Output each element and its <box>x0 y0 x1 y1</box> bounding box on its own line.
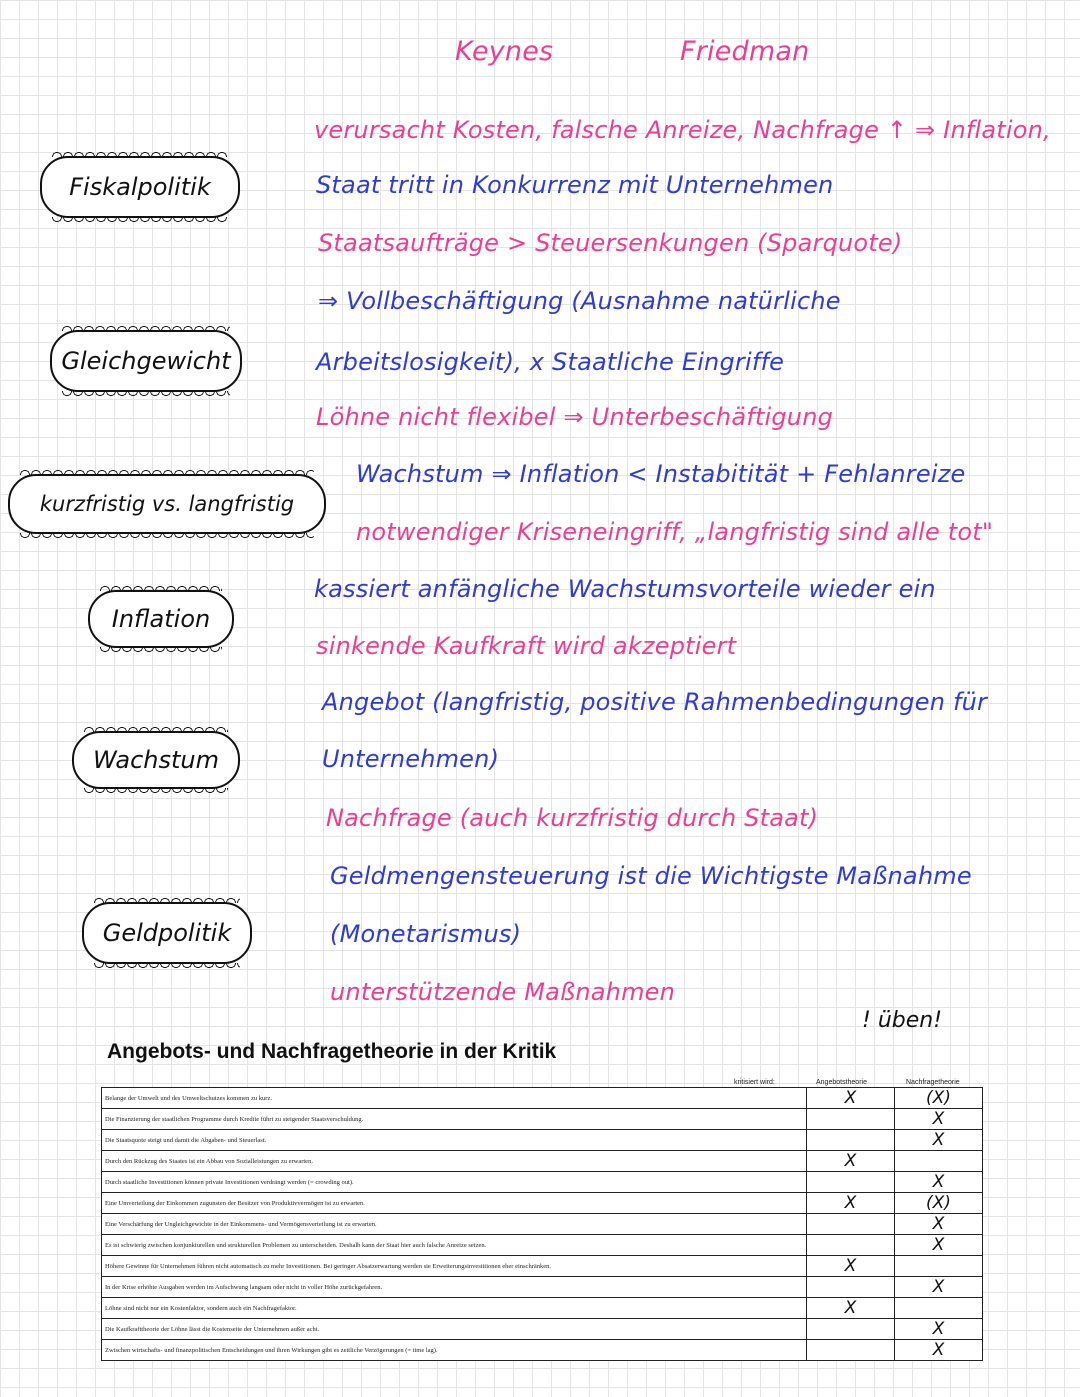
col-nachfrage: Nachfragetheorie <box>906 1079 960 1086</box>
angebot-mark <box>807 1130 895 1151</box>
table-row <box>102 1235 983 1256</box>
line-8: notwendiger Kriseneingriff, „langfristig sind alle tot" <box>356 518 994 546</box>
table-row <box>102 1130 983 1151</box>
topic-geldpolitik: Geldpolitik <box>82 902 252 964</box>
topic-gleichgewicht: Gleichgewicht <box>50 330 242 392</box>
line-7: Wachstum ⇒ Inflation < Instabitität + Fehlanreize <box>356 460 966 488</box>
table-row <box>102 1256 983 1277</box>
nachfrage-mark: X <box>894 1277 982 1298</box>
statement-cell: Löhne sind nicht nur ein Kostenfaktor, sondern auch ein Nachfragefaktor. <box>102 1298 807 1319</box>
line-4: ⇒ Vollbeschäftigung (Ausnahme natürliche <box>318 287 841 315</box>
statement-cell: In der Krise erhöhte Ausgaben werden im Aufschwung langsam oder nicht in voller Höhe zurückgefahren. <box>102 1277 807 1298</box>
statement-cell: Zwischen wirtschafts- und finanzpolitischen Entscheidungen und ihren Wirkungen gibt es zeitliche Verzögerungen (= time lag). <box>102 1340 807 1361</box>
table-row <box>102 1088 983 1109</box>
statement-cell: Höhere Gewinne für Unternehmen führen nicht automatisch zu mehr Investitionen. Bei geringer Absatzerwartung werden sie Erweiterungsinvestitionen eher einschränken. <box>102 1256 807 1277</box>
angebot-mark: X <box>807 1088 895 1109</box>
nachfrage-mark: X <box>894 1109 982 1130</box>
nachfrage-mark: (X) <box>894 1193 982 1214</box>
nachfrage-mark: (X) <box>894 1088 982 1109</box>
angebot-mark <box>807 1109 895 1130</box>
table-row <box>102 1298 983 1319</box>
topic-kurzfristig-langfristig: kurzfristig vs. langfristig <box>8 474 326 534</box>
line-5: Arbeitslosigkeit), x Staatliche Eingriffe <box>316 348 785 376</box>
keynes-header: Keynes <box>455 36 554 67</box>
nachfrage-mark: X <box>894 1235 982 1256</box>
table-row <box>102 1340 983 1361</box>
statement-cell: Die Finanzierung der staatlichen Programme durch Kredite führt zu steigender Staatsverschuldung. <box>102 1109 807 1130</box>
statement-cell: Es ist schwierig zwischen konjunkturellen und strukturellen Problemen zu unterscheiden. Deshalb kann der Staat hier auch falsche Anreize setzen. <box>102 1235 807 1256</box>
statement-cell: Durch staatliche Investitionen können private Investitionen verdrängt werden (= crowding out). <box>102 1172 807 1193</box>
statement-cell: Die Kaufkrafttheorie der Löhne lässt die Kostenseite der Unternehmen außer acht. <box>102 1319 807 1340</box>
angebot-mark <box>807 1340 895 1361</box>
angebot-mark <box>807 1172 895 1193</box>
line-15: (Monetarismus) <box>330 920 522 948</box>
table-row <box>102 1319 983 1340</box>
nachfrage-mark: X <box>894 1172 982 1193</box>
statement-cell: Eine Verschärfung der Ungleichgewichte in der Einkommens- und Vermögensverteilung ist zu erwarten. <box>102 1214 807 1235</box>
nachfrage-mark: X <box>894 1340 982 1361</box>
topic-inflation: Inflation <box>88 590 234 648</box>
critique-table <box>101 1087 983 1361</box>
line-12: Unternehmen) <box>322 745 500 773</box>
line-10: sinkende Kaufkraft wird akzeptiert <box>316 632 737 660</box>
angebot-mark <box>807 1319 895 1340</box>
line-14: Geldmengensteuerung ist die Wichtigste Maßnahme <box>330 862 972 890</box>
angebot-mark: X <box>807 1151 895 1172</box>
angebot-mark: X <box>807 1256 895 1277</box>
statement-cell: Belange der Umwelt und des Umweltschutzes kommen zu kurz. <box>102 1088 807 1109</box>
nachfrage-mark: X <box>894 1319 982 1340</box>
line-1: verursacht Kosten, falsche Anreize, Nachfrage ↑ ⇒ Inflation, <box>314 116 1051 144</box>
table-row <box>102 1172 983 1193</box>
friedman-header: Friedman <box>680 36 810 67</box>
table-row <box>102 1214 983 1235</box>
table-row <box>102 1193 983 1214</box>
topic-wachstum: Wachstum <box>72 731 240 789</box>
nachfrage-mark <box>894 1151 982 1172</box>
table-row <box>102 1151 983 1172</box>
statement-cell: Die Staatsquote steigt und damit die Abgaben- und Steuerlast. <box>102 1130 807 1151</box>
table-title: Angebots- und Nachfragetheorie in der Kritik <box>107 1040 557 1063</box>
angebot-mark <box>807 1235 895 1256</box>
line-11: Angebot (langfristig, positive Rahmenbedingungen für <box>322 688 988 716</box>
line-2: Staat tritt in Konkurrenz mit Unternehmen <box>316 171 834 199</box>
col-angebot: Angebotstheorie <box>816 1079 867 1086</box>
nachfrage-mark: X <box>894 1130 982 1151</box>
angebot-mark: X <box>807 1193 895 1214</box>
statement-cell: Durch den Rückzug des Staates ist ein Abbau von Sozialleistungen zu erwarten. <box>102 1151 807 1172</box>
table-row <box>102 1109 983 1130</box>
line-13: Nachfrage (auch kurzfristig durch Staat) <box>326 804 819 832</box>
col-label: kritisiert wird: <box>734 1079 775 1086</box>
line-16: unterstützende Maßnahmen <box>330 978 676 1006</box>
line-6: Löhne nicht flexibel ⇒ Unterbeschäftigung <box>316 403 834 431</box>
angebot-mark <box>807 1214 895 1235</box>
nachfrage-mark <box>894 1298 982 1319</box>
nachfrage-mark <box>894 1256 982 1277</box>
angebot-mark <box>807 1277 895 1298</box>
line-9: kassiert anfängliche Wachstumsvorteile wieder ein <box>314 575 936 603</box>
topic-fiskalpolitik: Fiskalpolitik <box>40 156 240 218</box>
table-row <box>102 1277 983 1298</box>
angebot-mark: X <box>807 1298 895 1319</box>
practice-note: ! üben! <box>862 1008 943 1033</box>
statement-cell: Eine Umverteilung der Einkommen zugunsten der Besitzer von Produktivvermögen ist zu erwarten. <box>102 1193 807 1214</box>
line-3: Staatsaufträge > Steuersenkungen (Sparquote) <box>318 229 903 257</box>
nachfrage-mark: X <box>894 1214 982 1235</box>
